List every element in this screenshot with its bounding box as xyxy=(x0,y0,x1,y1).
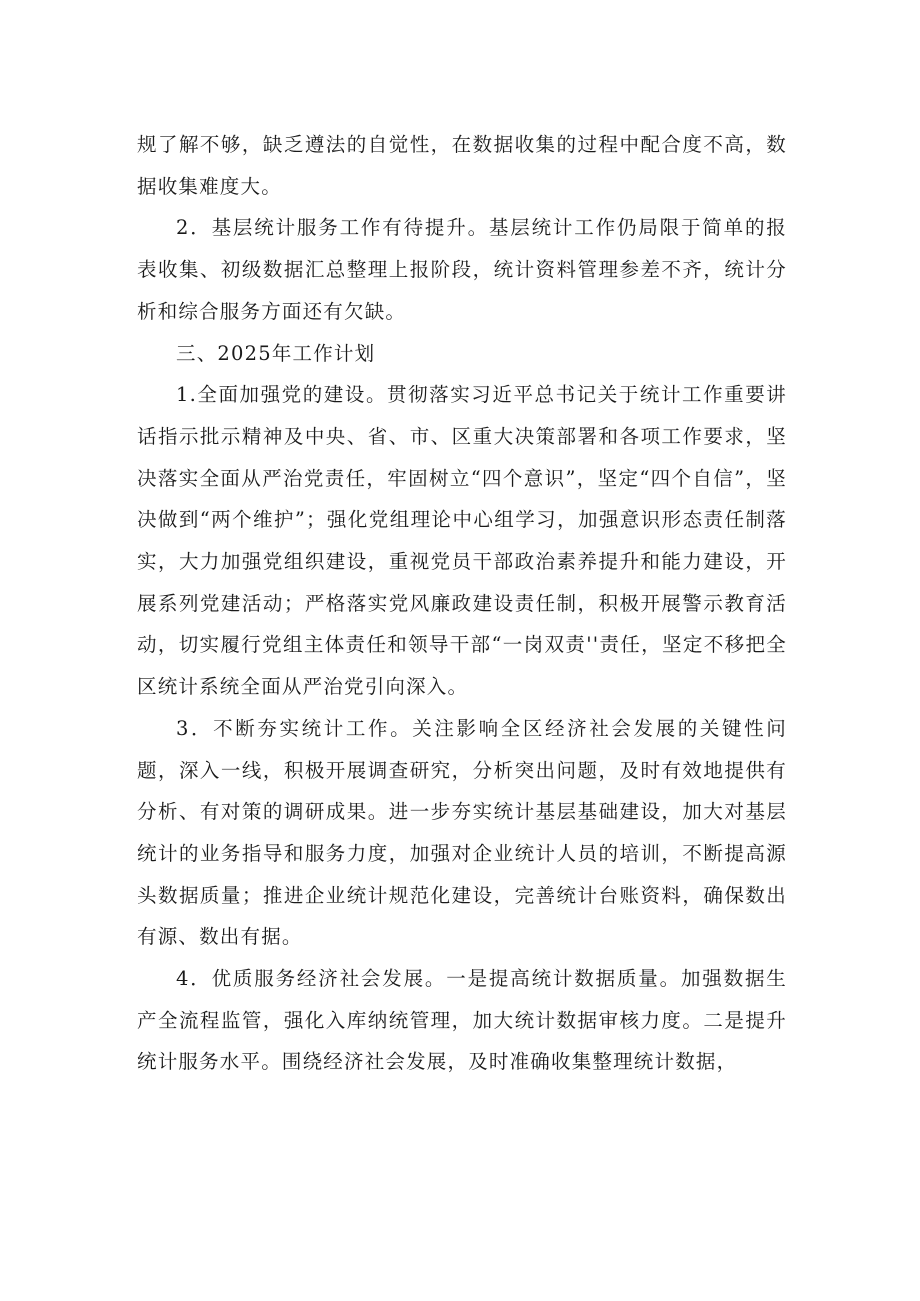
paragraph-item-2: 2．基层统计服务工作有待提升。基层统计工作仍局限于简单的报表收集、初级数据汇总整理上报阶段，统计资料管理参差不齐，统计分析和综合服务方面还有欠缺。 xyxy=(137,216,787,323)
paragraph-plan-3: 3．不断夯实统计工作。关注影响全区经济社会发展的关键性问题，深入一线，积极开展调查研究，分析突出问题，及时有效地提供有分析、有对策的调研成果。进一步夯实统计基层基础建设，加大对基层统计的业务指导和服务力度，加强对企业统计人员的培训，不断提高源头数据质量；推进企业统计规范化建设，完善统计台账资料，确保数出有源、数出有据。 xyxy=(137,716,787,949)
section-heading-3: 三、2025年工作计划 xyxy=(176,341,376,365)
paragraph-continuation: 规了解不够，缺乏遵法的自觉性，在数据收集的过程中配合度不高，数据收集难度大。 xyxy=(137,133,787,198)
document-body xyxy=(137,124,787,1083)
paragraph-plan-1: 1.全面加强党的建设。贯彻落实习近平总书记关于统计工作重要讲话指示批示精神及中央、省、市、区重大决策部署和各项工作要求，坚决落实全面从严治党责任，牢固树立“四个意识”，坚定“四个自信”，坚决做到“两个维护”；强化党组理论中心组学习，加强意识形态责任制落实，大力加强党组织建设，重视党员干部政治素养提升和能力建设，开展系列党建活动；严格落实党风廉政建设责任制，积极开展警示教育活动，切实履行党组主体责任和领导干部“一岗双责''责任，坚定不移把全区统计系统全面从严治党引向深入。 xyxy=(137,383,787,699)
paragraph-plan-4: 4．优质服务经济社会发展。一是提高统计数据质量。加强数据生产全流程监管，强化入库纳统管理，加大统计数据审核力度。二是提升统计服务水平。围绕经济社会发展，及时准确收集整理统计数据， xyxy=(137,967,787,1074)
